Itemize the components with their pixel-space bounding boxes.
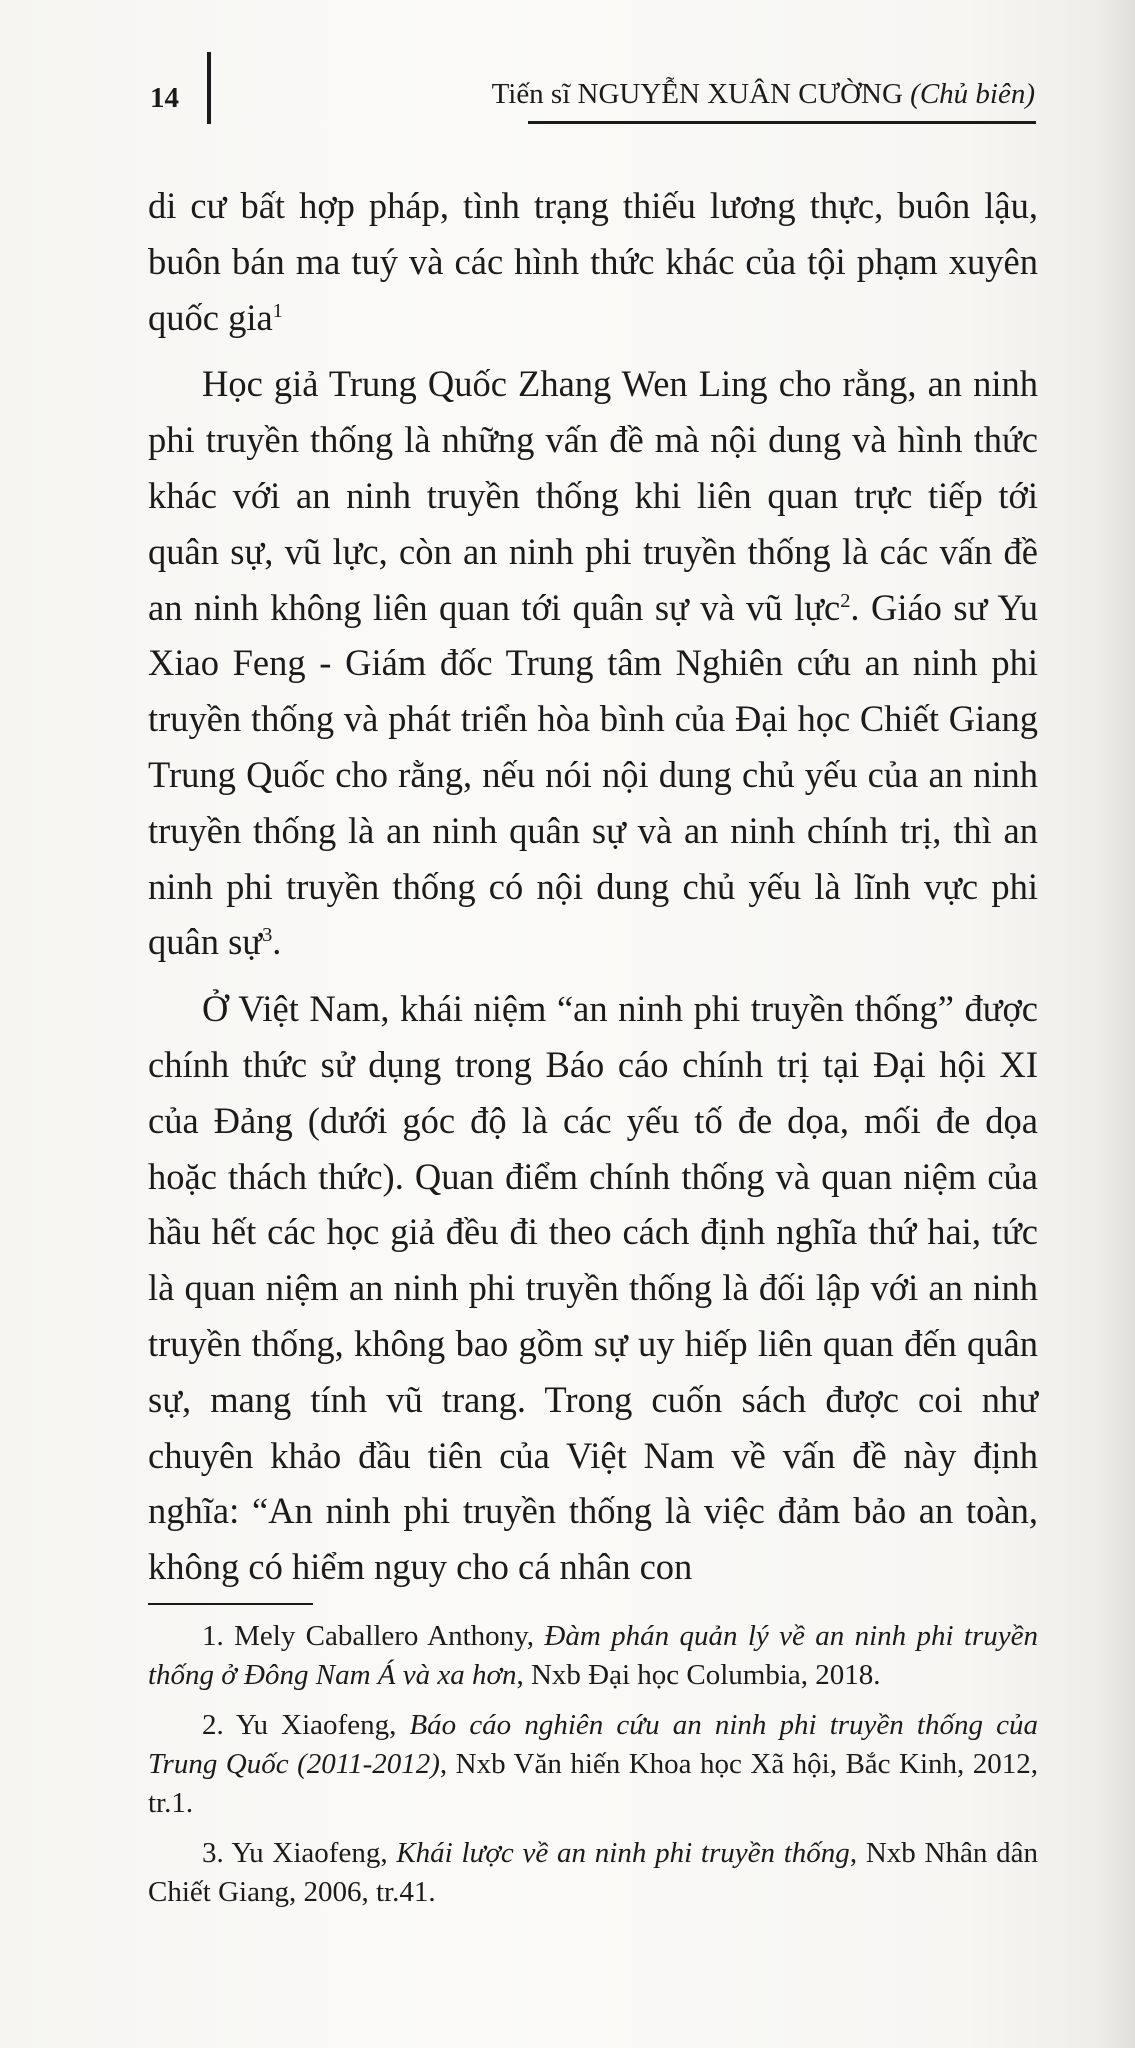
footnote-1-title: Đàm phán quản lý về an ninh phi truyền thống ở Đông Nam Á và xa hơn	[148, 1620, 1038, 1691]
footnote-1-rest: , Nxb Đại học Columbia, 2018.	[516, 1659, 881, 1691]
footnote-3-title: Khái lược về an ninh phi truyền thống	[396, 1837, 850, 1869]
footnote-1	[148, 1617, 1038, 1695]
footnote-rule	[148, 1603, 313, 1605]
running-head	[492, 78, 1035, 111]
paragraph-2	[148, 356, 1038, 970]
footnote-1-number: 1.	[202, 1620, 235, 1652]
paragraph-3	[148, 981, 1038, 1595]
paragraph-3-text: Ở Việt Nam, khái niệm “an ninh phi truyền thống” được chính thức sử dụng trong Báo cáo chính trị tại Đại hội XI của Đảng (dưới góc độ là các yếu tố đe dọa, mối đe dọa hoặc thách thức). Quan điểm chính thống và quan niệm của hầu hết các học giả đều đi theo cách định nghĩa thứ hai, tức là quan niệm an ninh phi truyền thống là đối lập với an ninh truyền thống, không bao gồm sự uy hiếp liên quan đến quân sự, mang tính vũ trang. Trong cuốn sách được coi như chuyên khảo đầu tiên của Việt Nam về vấn đề này định nghĩa: “An ninh phi truyền thống là việc đảm bảo an toàn, không có hiểm nguy cho cá nhân con	[148, 988, 1038, 1588]
header-rule	[528, 121, 1036, 124]
body-text	[148, 178, 1038, 1606]
footnote-3-rest: , Nxb Nhân dân Chiết Giang, 2006, tr.41.	[148, 1837, 1038, 1908]
footnote-1-author: Mely Caballero Anthony,	[234, 1620, 545, 1652]
page-number: 14	[150, 82, 179, 114]
paragraph-2-text-c: .	[272, 921, 282, 963]
footnote-3-author: Yu Xiaofeng,	[231, 1837, 397, 1869]
footnote-2-author: Yu Xiaofeng,	[235, 1709, 410, 1741]
footnote-2-title: Báo cáo nghiên cứu an ninh phi truyền thống của Trung Quốc (2011-2012)	[148, 1709, 1038, 1780]
footnote-3-number: 3.	[202, 1837, 232, 1869]
footnotes	[148, 1617, 1038, 1923]
footnote-ref-1: 1	[272, 299, 283, 322]
footnote-2	[148, 1706, 1038, 1823]
footnote-ref-2: 2	[840, 589, 851, 612]
paragraph-1	[148, 178, 1038, 345]
footnote-2-rest: , Nxb Văn hiến Khoa học Xã hội, Bắc Kinh, 2012, tr.1.	[148, 1748, 1038, 1819]
header-divider-bar	[207, 52, 211, 124]
paragraph-1-text: di cư bất hợp pháp, tình trạng thiếu lương thực, buôn lậu, buôn bán ma tuý và các hình thức khác của tội phạm xuyên quốc gia	[148, 185, 1038, 338]
page-edge-shadow	[1095, 0, 1135, 2048]
footnote-3	[148, 1834, 1038, 1912]
footnote-2-number: 2.	[202, 1709, 236, 1741]
paragraph-2-text-b: . Giáo sư Yu Xiao Feng - Giám đốc Trung tâm Nghiên cứu an ninh phi truyền thống và phát triển hòa bình của Đại học Chiết Giang Trung Quốc cho rằng, nếu nói nội dung chủ yếu của an ninh truyền thống là an ninh quân sự và an ninh chính trị, thì an ninh phi truyền thống có nội dung chủ yếu là lĩnh vực phi quân sự	[148, 586, 1038, 963]
running-head-author: Tiến sĩ NGUYỄN XUÂN CƯỜNG	[491, 78, 903, 110]
footnote-ref-3: 3	[262, 924, 273, 947]
paragraph-2-text-a: Học giả Trung Quốc Zhang Wen Ling cho rằng, an ninh phi truyền thống là những vấn đề mà nội dung và hình thức khác với an ninh truyền thống khi liên quan trực tiếp tới quân sự, vũ lực, còn an ninh phi truyền thống là các vấn đề an ninh không liên quan tới quân sự và vũ lực	[148, 363, 1038, 628]
running-head-role: (Chủ biên)	[910, 78, 1035, 110]
